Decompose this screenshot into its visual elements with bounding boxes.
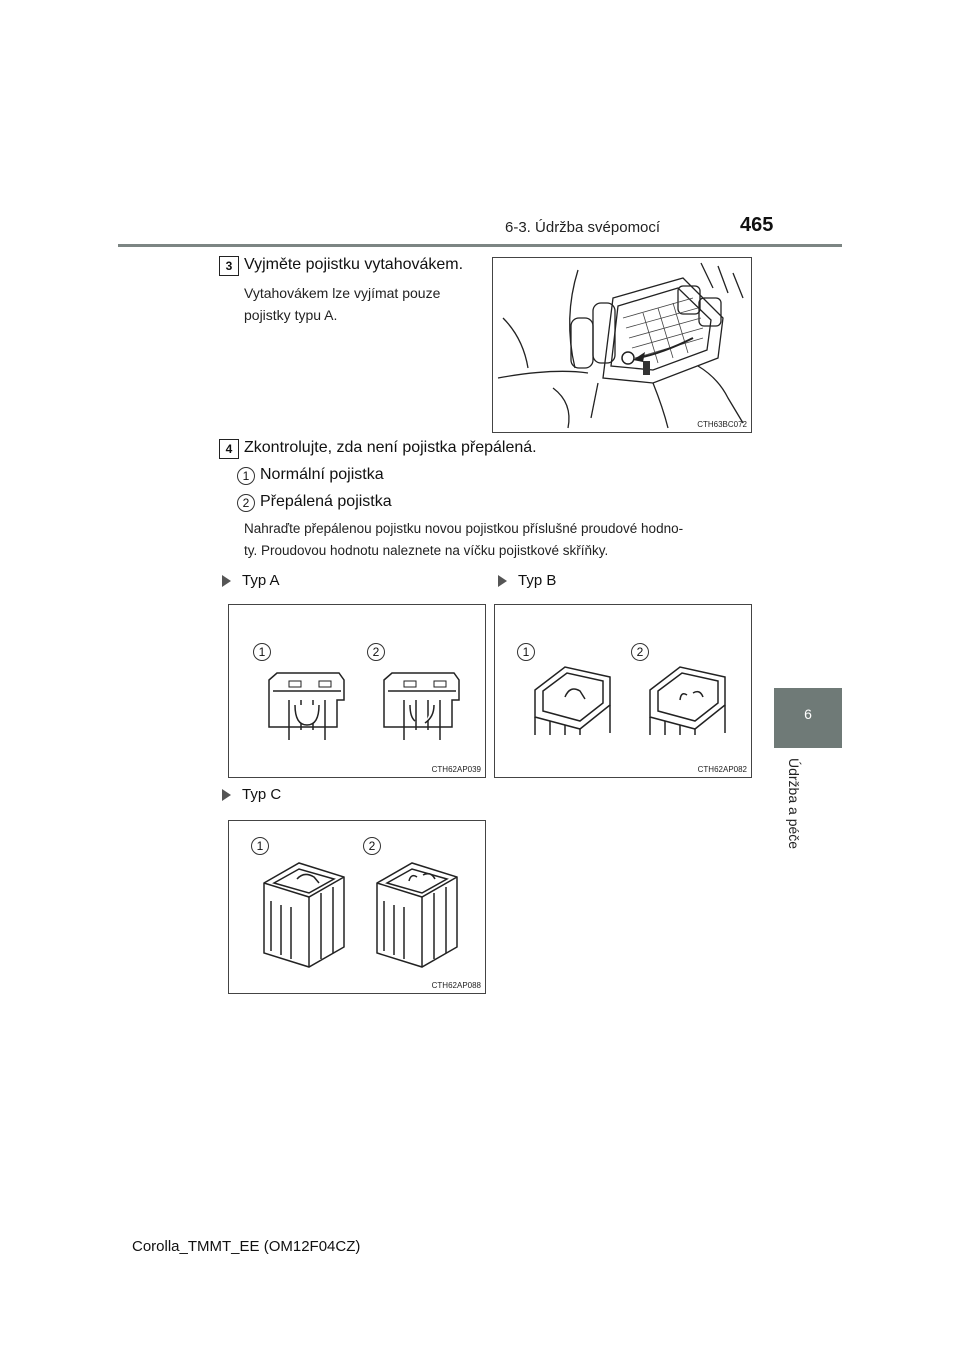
fig-c-number-1: 1: [251, 837, 269, 855]
type-b-label: Typ B: [518, 572, 557, 589]
item-label-normal-fuse: Normální pojistka: [260, 466, 384, 483]
fig-c-number-2: 2: [363, 837, 381, 855]
type-b-fuse-illustration: [494, 604, 752, 778]
type-a-fuse-illustration: [228, 604, 486, 778]
step-badge-3: 3: [219, 256, 239, 276]
bullet-arrow-icon: [222, 789, 231, 801]
item-label-blown-fuse: Přepálená pojistka: [260, 493, 392, 510]
header-section-title: 6-3. Údržba svépomocí: [505, 219, 661, 236]
type-c-fuse-illustration: [228, 820, 486, 994]
figure-code: CTH63BC072: [697, 420, 747, 429]
fuse-box-drawing: [493, 258, 751, 432]
bullet-arrow-icon: [498, 575, 507, 587]
blade-fuse-drawing: [229, 605, 485, 777]
type-a-label: Typ A: [242, 572, 280, 589]
chapter-number: 6: [804, 706, 812, 722]
chapter-label: Údržba a péče: [786, 758, 802, 850]
step4-title: Zkontrolujte, zda není pojistka přepálená.: [244, 439, 537, 456]
step4-note-line2: ty. Proudovou hodnotu naleznete na víčku pojistkové skříňky.: [244, 543, 609, 558]
step-badge-4: 4: [219, 439, 239, 459]
step3-title: Vyjměte pojistku vytahovákem.: [244, 256, 464, 273]
item-number-1: 1: [237, 467, 255, 485]
bullet-arrow-icon: [222, 575, 231, 587]
fig-b-number-1: 1: [517, 643, 535, 661]
page-number: 465: [740, 214, 774, 236]
block-fuse-drawing: [229, 821, 485, 993]
fig-b-number-2: 2: [631, 643, 649, 661]
figure-code: CTH62AP088: [431, 981, 481, 990]
header-divider: [118, 244, 842, 247]
fuse-puller-illustration: [492, 257, 752, 433]
type-c-label: Typ C: [242, 786, 282, 803]
fig-a-number-1: 1: [253, 643, 271, 661]
step3-note-line1: Vytahovákem lze vyjímat pouze: [244, 285, 441, 301]
step4-note-line1: Nahraďte přepálenou pojistku novou pojistkou příslušné proudové hodno-: [244, 521, 684, 536]
figure-code: CTH62AP082: [697, 765, 747, 774]
fig-a-number-2: 2: [367, 643, 385, 661]
item-number-2: 2: [237, 494, 255, 512]
figure-code: CTH62AP039: [431, 765, 481, 774]
cartridge-fuse-drawing: [495, 605, 751, 777]
footer-model-code: Corolla_TMMT_EE (OM12F04CZ): [132, 1238, 361, 1255]
step3-note-line2: pojistky typu A.: [244, 307, 338, 323]
